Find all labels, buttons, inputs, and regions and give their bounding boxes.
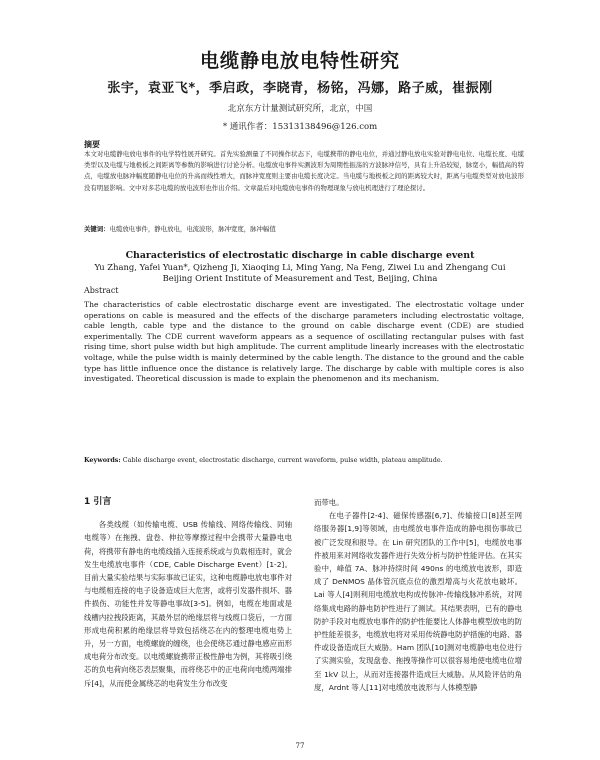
chinese-keywords-label: 关键词： [84,225,110,233]
english-keywords-text: Cable discharge event, electrostatic discharge, current waveform, pulse width, plateau amplitude. [122,456,443,464]
english-affiliation: Beijing Orient Institute of Measurement and Test, Beijing, China [162,273,438,283]
page-number: 77 [295,742,305,750]
body-right-column [314,496,522,694]
english-abstract: The characteristics of cable electrostatic discharge event are investigated. The electrostatic voltage under operations on cable is measured and the effects of the discharge parameters including electrostatic voltage, cable length, cable type and the distance to the ground on cable discharge event (CDE) are studied experimentally. The CDE current waveform appears as a sequence of oscillating rectangular pulses with fast rising time, short pulse width but high amplitude. The current amplitude linearly increases with the electrostatic voltage, while the pulse width is mainly determined by the cable length. The distance to the ground and the cable type has little influence once the distance is relatively large. The discharge by cable with multiple cores is also investigated. Theoretical discussion is made to explain the phenomenon and its mechanism. [84,300,524,384]
body-paragraph: 在电子器件[2-4]、磁保传感器[6,7]、传输接口[8]甚至网络服务器[1,9]等领域，由电缆放电事件造成的静电损伤事故已被广泛发现和报导。在 Lin 研究团队的工作中[5]，电缆放电事件被用来对网络收发器件进行失效分析与防护性能评估。在其实验中，峰值 7A、脉冲持续时间 490ns 的电缆放电波形，即造成了 DeNMOS 晶体管沉底点位的激烈增高与火花放电破坏。Lai 等人[4]则利用电缆放电构成传脉冲-传输线脉冲系统，对网络集成电路的静电防护性进行了测试。其结果表明，已有的静电防护手段对电缆放电事件的防护性能要比人体静电模型放电的防护性能差很多，电缆放电将对采用传统静电防护措施的电路、器件或设备造成巨大威胁。Ham 团队[10]测对电缆静电电位进行了实测实验，发现盘卷、拖拽等操作可以很容易地使电缆电位增至 1kV 以上，从而对连接器件造成巨大威胁。从风险评估的角度，Ardnt 等人[11]对电缆放电波形与人体模型静 [314,511,522,692]
chinese-authors: 张宇，袁亚飞*，季启政，李晓青，杨铭，冯娜，路子威，崔振刚 [107,81,493,96]
body-left-column [84,496,292,690]
chinese-keywords [84,224,524,233]
chinese-abstract: 本文对电缆静电放电事件的电学特性展开研究。首先实验测量了不同操作状态下，电缆携带的静电电位，并通过静电放电实验对静电电位、电缆长度、电缆类型以及电缆与地极板之间距离等参数的影响进行讨论分析。电缆放电事件实测波形为周期性振荡的方波脉冲信号，具有上升沿较短，脉宽小，幅值高的特点，电缆放电脉冲幅度随静电电位的升高而线性增大，而脉冲宽度则主要由电缆长度决定。当电缆与地极板之间的距离较大时，距离与电缆类型对放电波形没有明显影响。文中对多芯电缆的放电波形也作出介绍。文章最后对电缆放电事件的物理现象与放电机理进行了理论探讨。 [84,150,524,192]
corresponding-author: * 通讯作者：15313138496@126.com [222,122,378,132]
english-authors: Yu Zhang, Yafei Yuan*, Qizheng Ji, Xiaoqing Li, Ming Yang, Na Feng, Ziwei Lu and Zhengang Cui [94,262,506,272]
body-paragraph: 而带电。 [314,498,344,507]
chinese-affiliation: 北京东方计量测试研究所，北京，中国 [227,104,373,114]
english-abstract-heading: Abstract [84,286,119,295]
chinese-title: 电缆静电放电特性研究 [199,50,400,72]
english-keywords [84,456,524,464]
body-paragraph: 各类线缆（如传输电缆、USB 传输线、网络传输线、同轴电缆等）在拖拽、盘卷、伸拉等摩擦过程中会携带大量静电电荷，将携带有静电的电缆线插入连接系统或与负载相连时，就会发生电缆放电事件（CDE, Cable Discharge Event）[1-2]。目前大量实验结果与实际事故已证实，这种电缆静电放电事件对与电缆相连接的电子设备造成巨大危害，或将引发器件损坏、器件损伤、功能性并发等静电事故[3-5]。例如，电缆在地面或是线槽内拉拽段距离，其最外层的绝缘层将与线缆口袋后，一方面形成电荷积累的绝缘层将导致包括绕芯在内的整理电缆电势上升，另一方面，电缆螺旋的缠绕，也会使绕芯通过静电感应而形成电荷分布改变。以电缆螺旋携带正极性静电为例，其将吸引绕芯的负电荷向绕芯表层聚集，而将绕芯中的正电荷向电缆两端排斥[4]，从而使金属绕芯的电荷发生分布改变 [84,520,292,688]
english-keywords-label: Keywords: [84,456,121,464]
chinese-keywords-text: 电缆放电事件，静电放电，电流波形，脉冲宽度，脉冲幅值 [109,225,276,233]
chinese-abstract-heading: 摘要 [84,140,100,149]
section-heading-introduction: 1 引言 [84,497,112,507]
english-title: Characteristics of electrostatic discharge in cable discharge event [125,250,475,261]
